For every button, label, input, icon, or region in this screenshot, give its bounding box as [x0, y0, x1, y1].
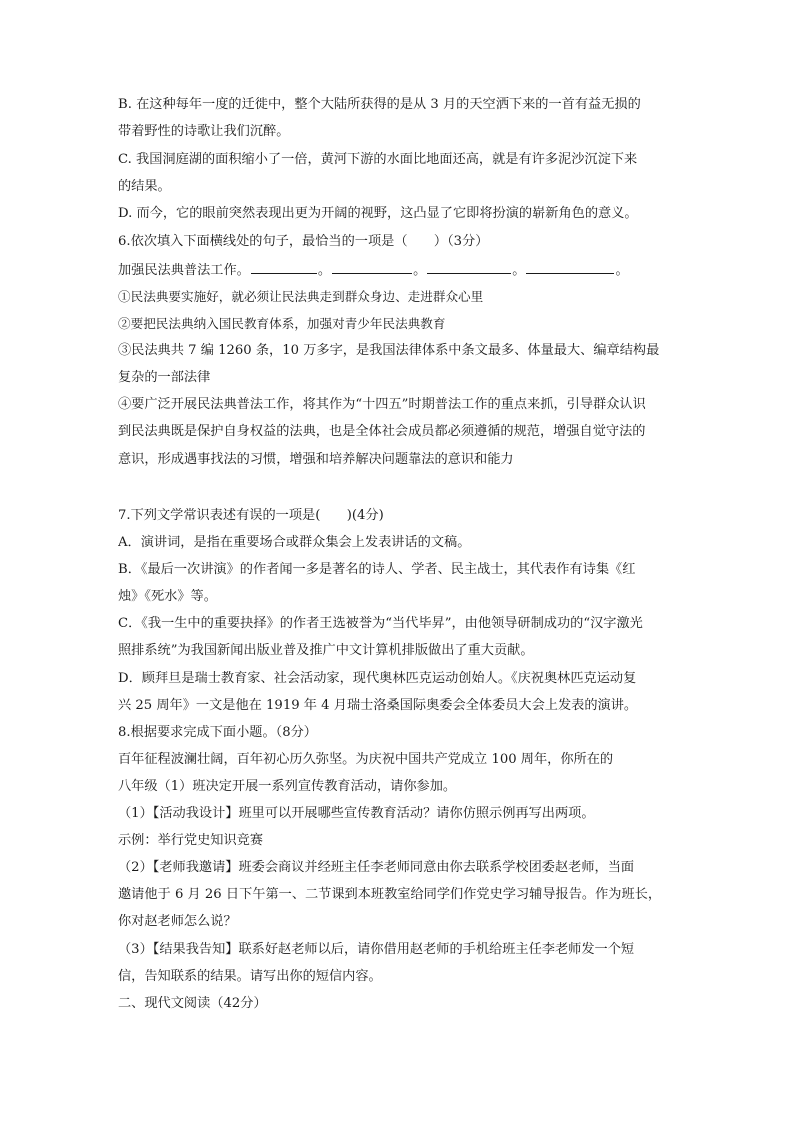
- period: 。: [615, 263, 629, 278]
- q6-fill-line: [118, 261, 690, 280]
- q6-sentence-3-line1: ③民法典共 7 编 1260 条，10 万多字，是我国法律体系中条文最多、体量最大、编章结构最: [118, 343, 660, 358]
- q7-option-c-line2: 照排系统”为我国新闻出版业普及推广中文计算机排版做出了重大贡献。: [118, 643, 534, 658]
- q6-sentence-3-line2: 复杂的一部法律: [118, 370, 211, 385]
- blank-3: [427, 261, 511, 274]
- period: 。: [413, 263, 427, 278]
- blank-2: [332, 261, 412, 274]
- q7-option-b-line2: 烛》《死水》等。: [118, 589, 217, 604]
- blank-1: [251, 261, 317, 274]
- q5-option-c-line2: 的结果。: [118, 179, 171, 194]
- q6-sentence-1: ①民法典要实施好，就必须让民法典走到群众身边、走进群众心里: [118, 289, 484, 304]
- q6-sentence-4-line3: 意识，形成遇事找法的习惯，增强和培养解决问题靠法的意识和能力: [118, 452, 514, 467]
- blank-4: [526, 261, 614, 274]
- q6-sentence-4-line2: 到民法典既是保护自身权益的法典，也是全体社会成员都必须遵循的规范，增强自觉守法的: [118, 424, 646, 439]
- q6-stem: 6.依次填入下面横线处的句子，最恰当的一项是（ ）（3分）: [118, 234, 489, 249]
- q6-sentence-2: ②要把民法典纳入国民教育体系，加强对青少年民法典教育: [118, 316, 446, 331]
- q8-part3-line2: 信，告知联系的结果。请写出你的短信内容。: [118, 969, 382, 984]
- q7-option-a: A．演讲词，是指在重要场合或群众集会上发表讲话的文稿。: [118, 535, 471, 550]
- q8-stem: 8.根据要求完成下面小题。（8分）: [118, 725, 317, 740]
- q7-option-b-line1: B．《最后一次讲演》的作者闻一多是著名的诗人、学者、民主战士，其代表作有诗集《红: [118, 562, 636, 577]
- period: 。: [317, 263, 332, 278]
- q8-part2-line3: 你对赵老师怎么说？: [118, 914, 237, 929]
- q8-part1: （1）【活动我设计】班里可以开展哪些宣传教育活动？请你仿照示例再写出两项。: [118, 806, 595, 821]
- q5-option-c-line1: C. 我国洞庭湖的面积缩小了一倍，黄河下游的水面比地面还高，就是有许多泥沙沉淀下来: [118, 152, 638, 167]
- q8-part3-line1: （3）【结果我告知】联系好赵老师以后，请你借用赵老师的手机给班主任李老师发一个短: [118, 942, 635, 957]
- q7-option-d-line1: D．顾拜旦是瑞士教育家、社会活动家，现代奥林匹克运动创始人。《庆祝奥林匹克运动复: [118, 671, 637, 686]
- q5-option-b-line1: B. 在这种每年一度的迁徙中，整个大陆所获得的是从 3 月的天空洒下来的一首有益无损的: [118, 97, 641, 112]
- q8-intro-line2: 八年级（1）班决定开展一系列宣传教育活动，请你参加。: [118, 779, 457, 794]
- q8-part2-line2: 邀请他于 6 月 26 日下午第一、二节课到本班教室给同学们作党史学习辅导报告。作为班长，: [118, 887, 662, 902]
- q5-option-d-line1: D. 而今，它的眼前突然表现出更为开阔的视野，这凸显了它即将扮演的崭新角色的意义。: [118, 206, 638, 221]
- q5-option-b-line2: 带着野性的诗歌让我们沉醉。: [118, 124, 290, 139]
- q8-example: 示例：举行党史知识竞赛: [118, 833, 264, 848]
- q8-part2-line1: （2）【老师我邀请】班委会商议并经班主任李老师同意由你去联系学校团委赵老师，当面: [118, 860, 635, 875]
- q8-intro-line1: 百年征程波澜壮阔，百年初心历久弥坚。为庆祝中国共产党成立 100 周年，你所在的: [118, 752, 614, 767]
- q6-lead: 加强民法典普法工作。: [118, 263, 250, 278]
- q7-option-d-line2: 兴 25 周年》一文是他在 1919 年 4 月瑞士洛桑国际奥委会全体委员大会上发表的演讲。: [118, 698, 638, 713]
- q7-option-c-line1: C．《我一生中的重要抉择》的作者王选被誉为“当代毕昇”，由他领导研制成功的“汉字激光: [118, 616, 643, 631]
- q7-stem: 7.下列文学常识表述有误的一项是( )(4分): [118, 508, 384, 523]
- section-2-heading: 二、现代文阅读（42分）: [118, 996, 267, 1011]
- q6-sentence-4-line1: ④要广泛开展民法典普法工作，将其作为“十四五”时期普法工作的重点来抓，引导群众认识: [118, 397, 646, 412]
- period: 。: [512, 263, 526, 278]
